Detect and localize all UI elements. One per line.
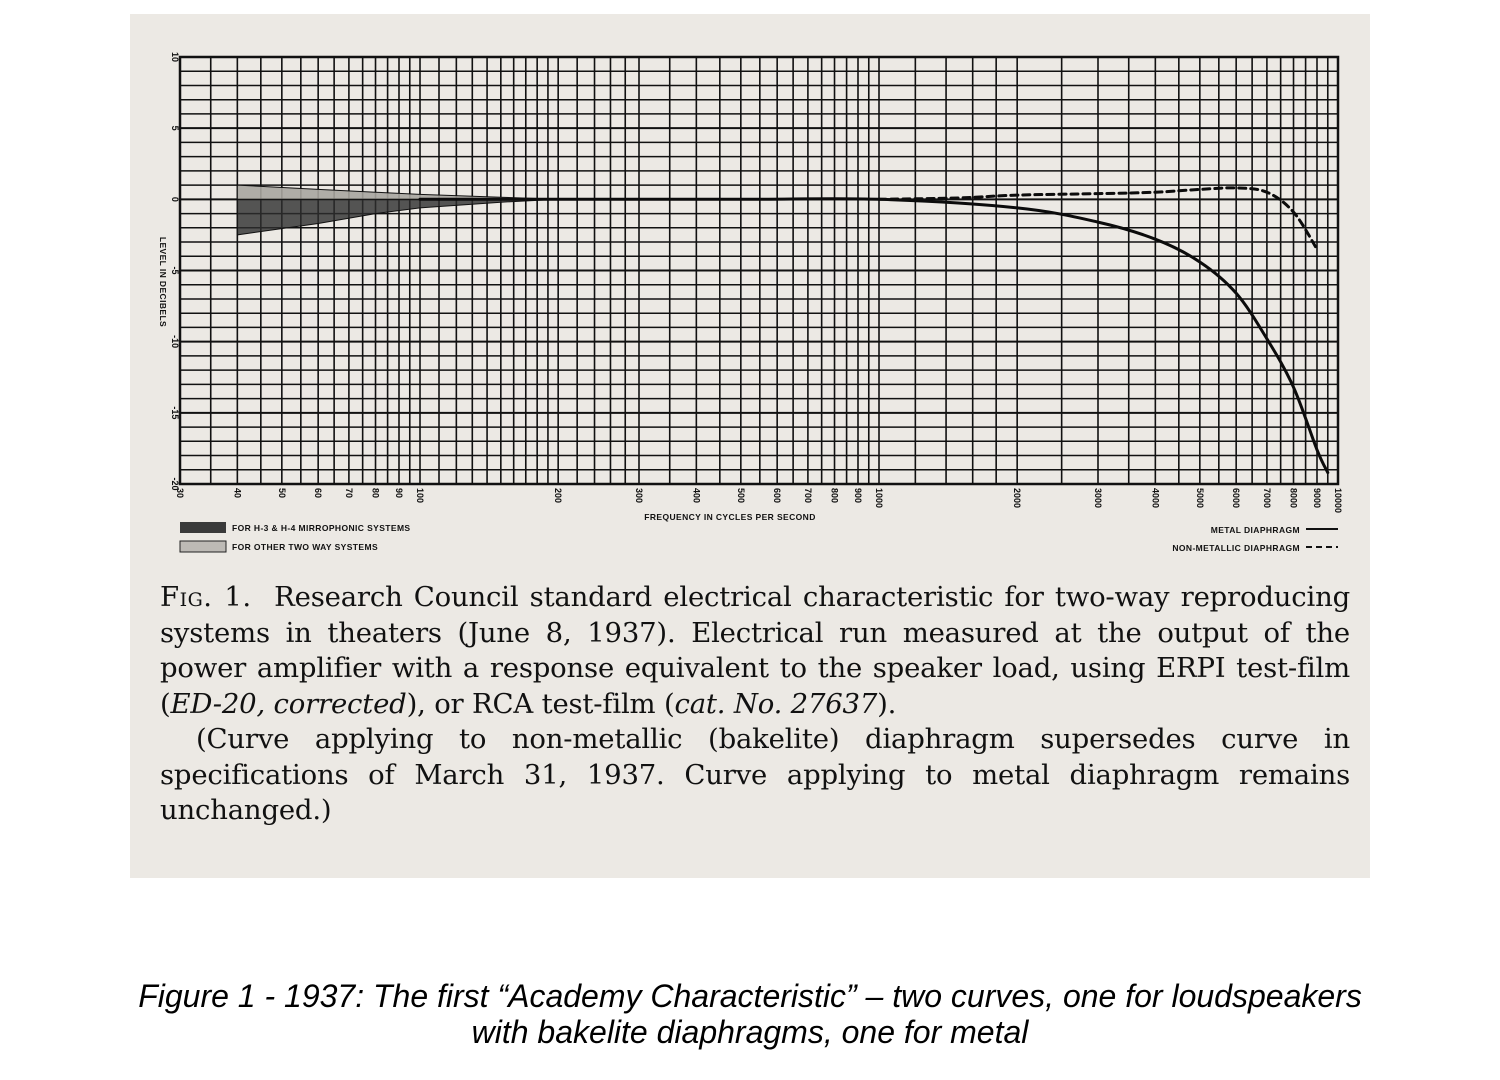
x-tick-label: 100 — [415, 488, 426, 504]
legend-label-two-way: FOR OTHER TWO WAY SYSTEMS — [232, 542, 379, 552]
legend-item-mirrophonic — [180, 522, 411, 533]
legend-label-non-metallic: NON-METALLIC DIAPHRAGM — [1172, 543, 1300, 553]
x-tick-label: 6000 — [1231, 488, 1242, 509]
x-tick-label: 1000 — [874, 488, 885, 509]
legend-item-non-metallic — [1172, 543, 1338, 553]
y-tick-label: 5 — [170, 125, 180, 131]
x-tick-label: 80 — [370, 488, 381, 499]
y-tick-label: -15 — [170, 406, 180, 420]
y-tick-label: 0 — [170, 196, 180, 202]
fig-label: Fig. 1. — [160, 581, 252, 613]
x-tick-label: 400 — [691, 488, 702, 504]
x-tick-label: 2000 — [1012, 488, 1023, 509]
x-tick-label: 3000 — [1092, 488, 1103, 509]
x-tick-label: 900 — [852, 488, 863, 504]
x-tick-label: 50 — [276, 488, 287, 499]
legend-item-two-way — [180, 541, 378, 552]
caption-paragraph-1 — [160, 580, 1350, 722]
x-tick-label: 700 — [802, 488, 813, 504]
x-tick-label: 300 — [633, 488, 644, 504]
legend-item-metal — [1211, 525, 1338, 535]
bottom-caption-line-2: with bakelite diaphragms, one for metal — [471, 1014, 1029, 1050]
x-tick-label: 200 — [553, 488, 564, 504]
x-tick-label: 800 — [829, 488, 840, 504]
x-tick-label: 90 — [393, 488, 404, 499]
bottom-caption-line-1: Figure 1 - 1937: The first “Academy Characteristic” – two curves, one for loudspeakers — [138, 978, 1362, 1014]
legend-right — [1172, 525, 1338, 553]
x-tick-label: 60 — [313, 488, 324, 499]
y-axis-ticks — [170, 52, 180, 491]
x-tick-label: 8000 — [1288, 488, 1299, 509]
x-tick-label: 500 — [735, 488, 746, 504]
legend-swatch-mirrophonic — [180, 522, 226, 533]
response-chart — [130, 14, 1370, 574]
x-tick-label: 7000 — [1261, 488, 1272, 509]
x-tick-label: 70 — [343, 488, 354, 499]
x-tick-label: 4000 — [1150, 488, 1161, 509]
chart-grid — [180, 57, 1338, 484]
band-mirrophonic — [237, 199, 558, 235]
caption-text-b: ), or RCA test-film ( — [406, 687, 675, 720]
caption-paragraph-2: (Curve applying to non-metallic (bakelite) diaphragm supersedes curve in specifications of March 31, 1937. Curve applying to metal diaphragm remains unchanged.) — [160, 723, 1350, 826]
x-tick-label: 9000 — [1311, 488, 1322, 509]
x-tick-label: 600 — [772, 488, 783, 504]
caption-ed20: ED-20, corrected — [170, 687, 407, 720]
curve-metal-diaphragm — [420, 199, 1328, 473]
caption-text-a: Research Council standard electrical characteristic for two-way reproducing systems in theaters (June 8, 1937). Electrical run measured at the output of the power amplifier with a response equivalent to the speaker load, using ERPI test-film ( — [160, 581, 1350, 720]
x-tick-label: 5000 — [1194, 488, 1205, 509]
legend-label-metal: METAL DIAPHRAGM — [1210, 525, 1300, 535]
band-two-way — [237, 185, 558, 199]
legend-left — [180, 522, 411, 552]
y-tick-label: -5 — [170, 266, 180, 275]
x-tick-label: 40 — [232, 488, 243, 499]
y-tick-label: 10 — [170, 51, 180, 63]
x-tick-label: 30 — [175, 488, 185, 499]
y-tick-label: -20 — [170, 477, 180, 491]
y-axis-label: LEVEL IN DECIBELS — [158, 236, 168, 328]
legend-label-mirrophonic: FOR H-3 & H-4 MIRROPHONIC SYSTEMS — [232, 523, 411, 533]
response-curves — [420, 188, 1328, 473]
x-axis-label: FREQUENCY IN CYCLES PER SECOND — [644, 512, 816, 522]
caption-text-c: ). — [877, 687, 897, 720]
legend-swatch-two-way — [180, 541, 226, 552]
caption-cat: cat. No. 27637 — [674, 687, 878, 720]
y-tick-label: -10 — [170, 335, 180, 349]
bottom-caption — [0, 978, 1500, 1050]
figure-caption-text — [160, 580, 1350, 829]
scanned-figure — [130, 14, 1370, 878]
x-tick-label: 10000 — [1333, 488, 1343, 514]
x-axis-ticks — [175, 488, 1343, 513]
